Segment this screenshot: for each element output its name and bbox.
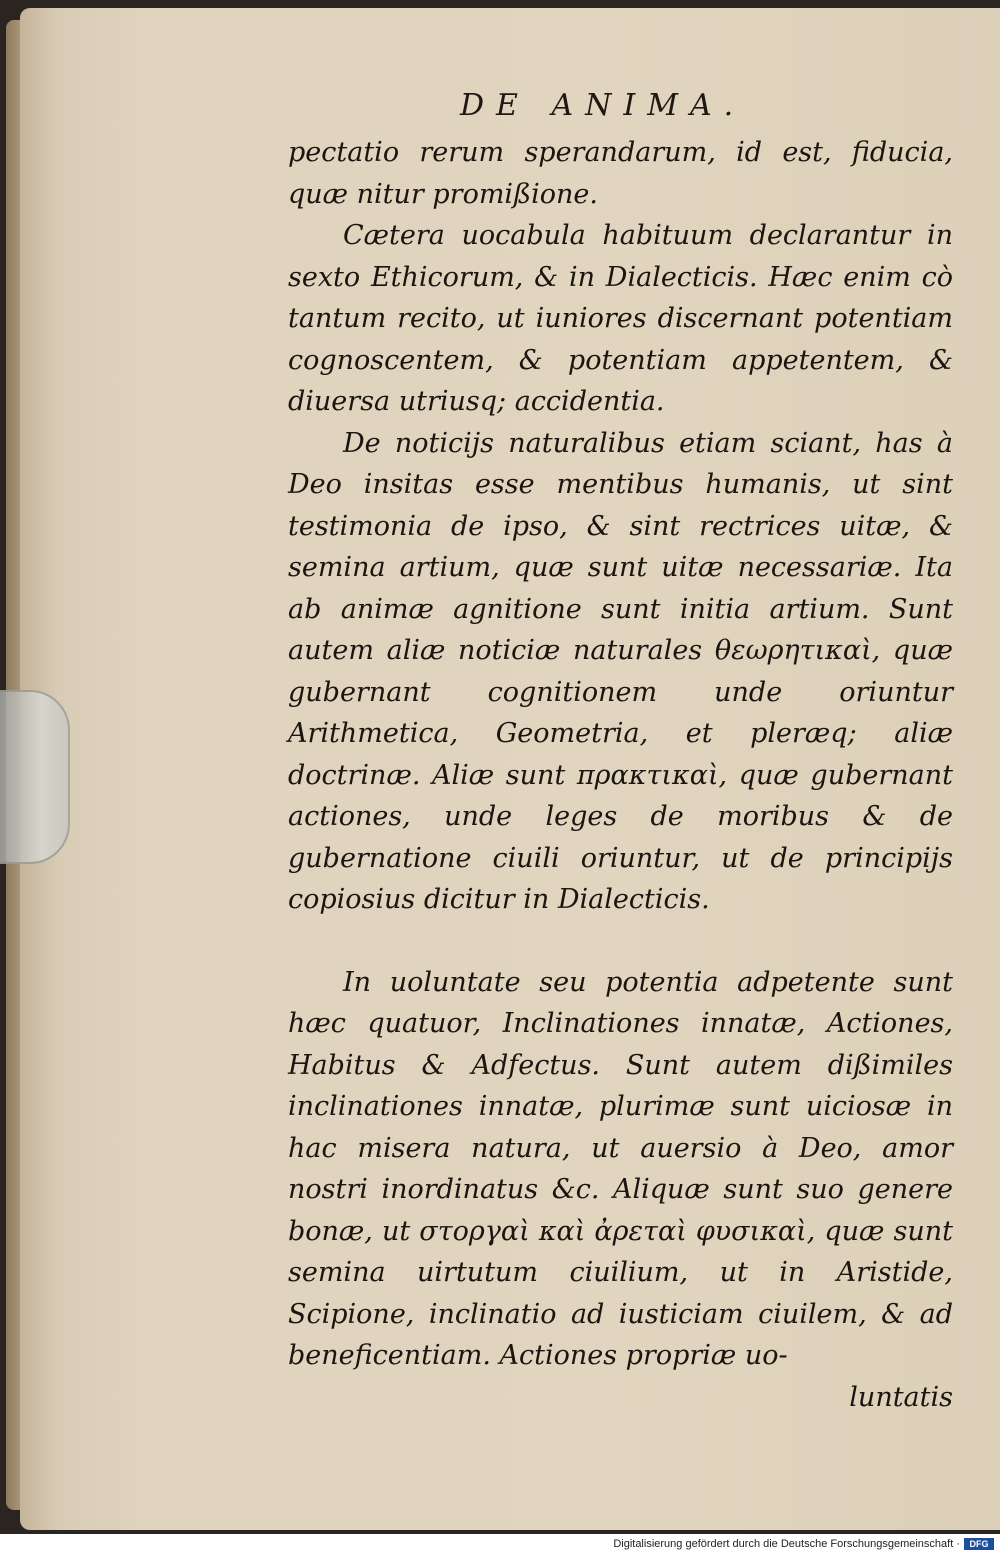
paragraph-1: pectatio rerum sperandarum, id est, fiducia, quæ nitur promißione. — [288, 137, 953, 210]
paragraph-2: Cætera uocabula habituum declarantur in sexto Ethicorum, & in Dialecticis. Hæc enim cò tantum recito, ut iuniores discernant potentiam cognoscentem, & potentiam appetentem, & diuersa utriusq; accidentia. — [288, 220, 953, 417]
paragraph-3: De noticijs naturalibus etiam sciant, has à Deo insitas esse mentibus humanis, ut sint testimonia de ipso, & sint rectrices uitæ, & semina artium, quæ sunt uitæ necessariæ. Ita ab animæ agnitione sunt initia artium. Sunt autem aliæ noticiæ naturales θεωρητικαὶ, quæ gubernant cognitionem unde oriuntur Arithmetica, Geometria, et pleræq; aliæ doctrinæ. Aliæ sunt πρακτικαὶ, quæ gubernant actiones, unde leges de moribus & de gubernatione ciuili oriuntur, ut de principijs copiosius dicitur in Dialecticis. — [288, 427, 953, 915]
running-head: DE ANIMA. — [460, 88, 746, 123]
catchword: luntatis — [849, 1381, 953, 1413]
footer-credit: Digitalisierung gefördert durch die Deutsche Forschungsgemeinschaft · — [613, 1538, 960, 1550]
footer-bar — [0, 1534, 1000, 1554]
dfg-logo: DFG — [964, 1538, 994, 1550]
page-clip — [0, 690, 70, 864]
paragraph-4: In uoluntate seu potentia adpetente sunt hæc quatuor, Inclinationes innatæ, Actiones, Habitus & Adfectus. Sunt autem dißimiles inclinationes innatæ, plurimæ sunt uiciosæ in hac misera natura, ut auersio à Deo, amor nostri inordinatus &c. Aliquæ sunt suo genere bonæ, ut στοργαὶ καὶ ἀρεταὶ φυσικαὶ, quæ sunt semina uirtutum ciuilium, ut in Aristide, Scipione, inclinatio ad iusticiam ciuilem, & ad beneficentiam. Actiones propriæ uo- — [288, 966, 953, 1371]
text-block — [288, 132, 953, 1418]
